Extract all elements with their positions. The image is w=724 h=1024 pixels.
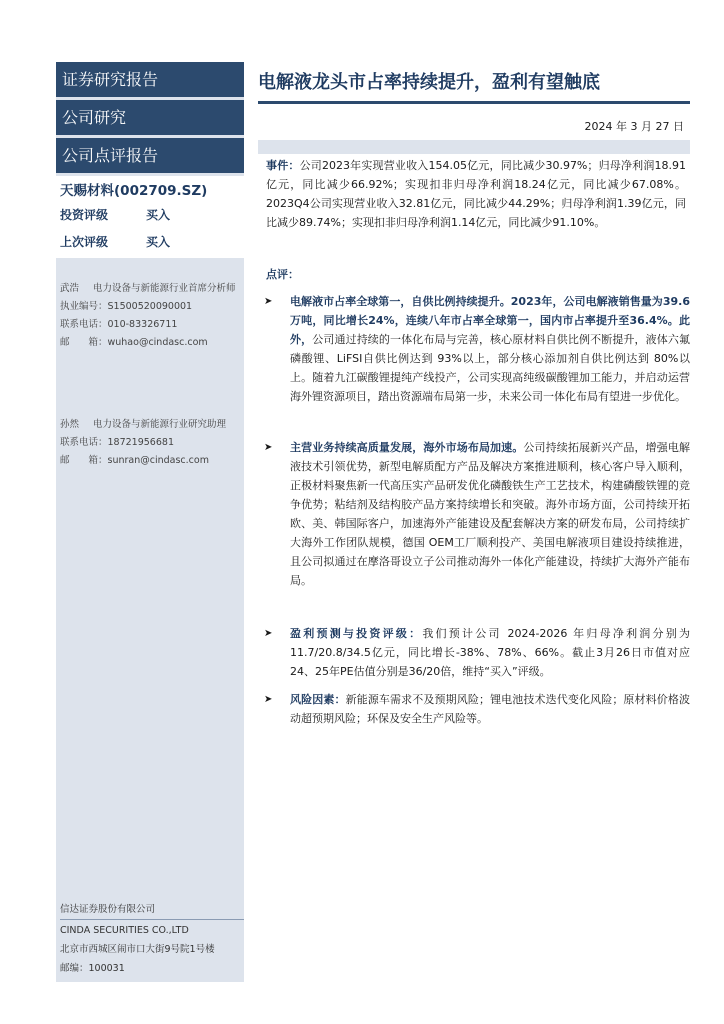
bullet-arrow-icon: ➤	[264, 442, 273, 453]
analyst-email: 邮 箱：wuhao@cindasc.com	[60, 337, 208, 348]
bullet-item	[262, 292, 690, 406]
analyst-card	[60, 280, 240, 352]
company-postcode: 邮编：100031	[60, 963, 125, 974]
analyst-name: 孙然	[60, 419, 80, 430]
bullet-headline: 电解液市占率全球第一，自供比例持续提升。2023年，公司电解液销售量为39.6万吨，同比增长24%，连续八年市占率全球第一，国内市占率提升至36.4%。此外，	[290, 295, 690, 346]
comment-label: 点评：	[266, 268, 299, 281]
analyst-title: 电力设备与新能源行业研究助理	[93, 419, 227, 430]
report-title: 电解液龙头市占率持续提升，盈利有望触底	[258, 72, 600, 93]
rating-label: 投资评级	[60, 208, 109, 222]
bullet-headline: 盈利预测与投资评级：	[290, 627, 423, 640]
bullet-body: 公司通过持续的一体化布局与完善，核心原材料自供比例不断提升，液体六氟磷酸锂、LiFSI自供比例达到 93%以上，部分核心添加剂自供比例达到 80%以上。随着九江碳酸锂提纯产线投产，公司实现高纯级碳酸锂加工能力，并启动运营海外锂资源项目，踏出资源端布局第一步，未来公司一体化布局有望进一步优化。	[290, 333, 691, 403]
rating-value: 买入	[146, 235, 171, 249]
bullet-arrow-icon: ➤	[264, 296, 273, 307]
sidebar-block-report-type: 证券研究报告	[56, 62, 244, 97]
bullet-body: 新能源车需求不及预期风险；锂电池技术迭代变化风险；原材料价格波动超预期风险；环保及安全生产风险等。	[290, 693, 691, 725]
rating-value: 买入	[146, 208, 171, 222]
rating-row-previous	[60, 229, 240, 256]
bullet-text	[290, 438, 690, 590]
bullet-body: 公司持续拓展新兴产品，增强电解液技术引领优势，新型电解质配方产品及解决方案推进顺利，核心客户导入顺利，正极材料聚焦新一代高压实产品研发优化磷酸铁生产工艺技术，构建磷酸铁锂的竞争优势；粘结剂及结构胶产品方案持续增长和突破。海外市场方面，公司持续开拓欧、美、韩国际客户，加速海外产能建设及配套解决方案的研发布局，公司持续扩大海外工作团队规模，德国 OEM工厂顺利投产、美国电解液项目建设持续推进，且公司拟通过在摩洛哥设立子公司推动海外一体化产能建设，持续扩大海外产能布局。	[290, 441, 691, 587]
footer-divider	[60, 919, 244, 920]
title-divider	[258, 101, 690, 104]
rating-row-current	[60, 202, 240, 229]
bullet-arrow-icon: ➤	[264, 628, 273, 639]
bullet-item	[262, 624, 690, 681]
company-address: 北京市西城区闹市口大街9号院1号楼	[60, 944, 215, 955]
event-label: 事件：	[266, 159, 300, 172]
bullet-headline: 主营业务持续高质量发展，海外市场布局加速。	[290, 441, 524, 454]
analyst-phone: 联系电话：010-83326711	[60, 319, 178, 330]
bullet-item	[262, 690, 690, 728]
sidebar-block-category: 公司研究	[56, 100, 244, 135]
report-date: 2024 年 3 月 27 日	[584, 120, 684, 133]
bullet-text	[290, 690, 690, 728]
analyst-card	[60, 416, 240, 470]
company-name-cn: 信达证券股份有限公司	[60, 904, 156, 915]
event-paragraph	[266, 156, 686, 232]
analyst-cert: 执业编号：S1500520090001	[60, 301, 193, 312]
bullet-body: 我们预计公司 2024-2026 年归母净利润分别为11.7/20.8/34.5亿元，同比增长-38%、78%、66%。截止3月26日市值对应 24、25年PE估值分别是36/20倍，维持“买入”评级。	[290, 627, 690, 678]
sidebar-block-subtype: 公司点评报告	[56, 138, 244, 173]
ticker-panel	[56, 176, 244, 258]
bullet-headline: 风险因素：	[290, 693, 346, 706]
analyst-name: 武浩	[60, 283, 80, 294]
bullet-arrow-icon: ➤	[264, 694, 273, 705]
bullet-item	[262, 438, 690, 590]
section-band	[258, 140, 690, 154]
bullet-text	[290, 624, 690, 681]
rating-label: 上次评级	[60, 235, 109, 249]
ticker-name: 天赐材料(002709.SZ)	[60, 183, 208, 199]
analyst-title: 电力设备与新能源行业首席分析师	[93, 283, 236, 294]
company-name-en: CINDA SECURITIES CO.,LTD	[60, 925, 189, 936]
analyst-header	[60, 280, 240, 298]
analyst-email: 邮 箱：sunran@cindasc.com	[60, 455, 209, 466]
event-text: 公司2023年实现营业收入154.05亿元，同比减少30.97%；归母净利润18.91亿元，同比减少66.92%；实现扣非归母净利润18.24亿元，同比减少67.08%。2023Q4公司实现营业收入32.81亿元，同比减少44.29%；归母净利润1.39亿元，同比减少89.74%；实现扣非归母净利润1.14亿元，同比减少91.10%。	[266, 159, 687, 229]
sidebar	[56, 62, 244, 982]
analyst-header	[60, 416, 240, 434]
company-footer	[60, 900, 244, 978]
analyst-phone: 联系电话：18721956681	[60, 437, 174, 448]
bullet-text	[290, 292, 690, 406]
